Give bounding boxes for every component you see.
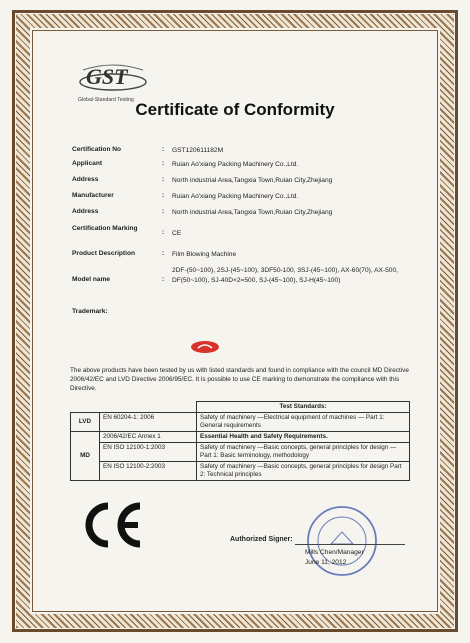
field-label: Applicant bbox=[72, 160, 103, 167]
field-label: Model name bbox=[72, 276, 111, 283]
standard-cell: 2006/42/EC Annex 1 bbox=[100, 432, 197, 443]
official-seal-icon bbox=[305, 504, 379, 578]
description-cell: Safety of machinery —Basic concepts, general principles for design Part 2: Technical principles bbox=[197, 462, 410, 481]
compliance-paragraph: The above products have been tested by us with listed standards and found in compliance with the council MD Directive 2006/42/EC and LVD Directive 2006/95/EC. It is possible to use CE marking to demonstrate the compliance with this Directive. bbox=[70, 367, 409, 392]
field-value: 2DF-(50~100), 2SJ-(45~100), 3DF50-100, 3SJ-(45~100), AX-60(70), AX-500, DF(50~100), SJ-40D×2=500, SJ-(45~100), SJ-H(45~100) bbox=[172, 267, 398, 284]
field-value: Ruian Ao'xiang Packing Machinery Co.,Ltd. bbox=[172, 161, 299, 168]
test-standards-table bbox=[70, 401, 410, 481]
field-label: Certification No bbox=[72, 146, 122, 153]
directive-cell: LVD bbox=[71, 413, 100, 432]
field-value: CE bbox=[172, 230, 182, 237]
trademark-logo-icon bbox=[190, 340, 220, 354]
field-label: Product Description bbox=[72, 250, 136, 257]
authorized-signer-label: Authorized Signer: bbox=[230, 536, 293, 543]
field-value: Ruian Ao'xiang Packing Machinery Co.,Ltd. bbox=[172, 193, 299, 200]
signature-line bbox=[295, 544, 405, 545]
standard-cell: EN ISO 12100-1:2003 bbox=[100, 443, 197, 462]
standard-cell: EN ISO 12100-2:2003 bbox=[100, 462, 197, 481]
table-header-row bbox=[71, 402, 410, 413]
description-cell: Safety of machinery —Electrical equipment of machines — Part 1: General requirements bbox=[197, 413, 410, 432]
logo-subtitle: Global-Standard Testing bbox=[78, 97, 134, 103]
svg-text:GST: GST bbox=[86, 64, 128, 89]
table-row bbox=[71, 413, 410, 432]
field-label: Manufacturer bbox=[72, 192, 114, 199]
certificate-content: GST Global-Standard Testing Certificate of Conformity Certification No : GST120611182M Applicant : Ruian Ao'xiang Packing Machinery Co.,Ltd. Address : North industrial Area,Tangxia Town,Ruian City,Zhejiang Manufacturer : Ruian Ao'xiang Packing Machinery Co.,Ltd. Address : North industrial Area,Tangxia Town,Ruian City,Zhejiang Certification Marking : CE Product Description : Film Blowing Machine Model name : 2DF-(50~100), 2SJ-(45~100), 3DF50-100, 3SJ-(45~100), AX-60(70), AX-500, DF(50~100), SJ-40D×2=500, SJ-(45~100), SJ-H(45~100) Trademark: The above products have been tested by us with listed standards and found in compliance with the council MD Directive 2006/42/EC and LVD Directive 2006/95/EC. It is possible to use CE marking to demonstrate the compliance with this Directive. Test Standards: LVD EN 60204-1: 2006 Safety of machinery —Electrical equipment of machines — Part 1: General requirements MD 2006/42/EC Annex 1 Essential Health and Safety Requirements. EN ISO 12100-1:2003 Safety of machinery —Basic concepts, general principles for design —Part 1: Basic terminology, methodology EN ISO 12100-2:2003 Safety of machinery —Basic concepts, general principles for design Part 2: Technical principles Authorized Signer: Mills Chen/Manager June 11, 2012 bbox=[40, 38, 430, 604]
table-row bbox=[71, 462, 410, 481]
signature-date: June 11, 2012 bbox=[305, 559, 347, 566]
field-label: Address bbox=[72, 176, 99, 183]
field-label: Address bbox=[72, 208, 99, 215]
description-cell: Safety of machinery —Basic concepts, general principles for design —Part 1: Basic terminology, methodology bbox=[197, 443, 410, 462]
page-title: Certificate of Conformity bbox=[135, 100, 335, 119]
field-label: Certification Marking bbox=[72, 225, 138, 232]
directive-cell: MD bbox=[71, 432, 100, 481]
field-label: Trademark: bbox=[72, 308, 108, 315]
field-value: North industrial Area,Tangxia Town,Ruian City,Zhejiang bbox=[172, 209, 333, 216]
field-value: North industrial Area,Tangxia Town,Ruian City,Zhejiang bbox=[172, 177, 333, 184]
description-cell: Essential Health and Safety Requirements. bbox=[197, 432, 410, 443]
table-row bbox=[71, 432, 410, 443]
field-value: Film Blowing Machine bbox=[172, 251, 237, 258]
standard-cell: EN 60204-1: 2006 bbox=[100, 413, 197, 432]
table-header: Test Standards: bbox=[197, 402, 410, 413]
table-row bbox=[71, 443, 410, 462]
gst-logo-icon bbox=[78, 58, 148, 98]
signer-name: Mills Chen/Manager bbox=[305, 549, 364, 556]
ce-mark-icon bbox=[80, 500, 146, 550]
field-value: GST120611182M bbox=[172, 147, 224, 154]
